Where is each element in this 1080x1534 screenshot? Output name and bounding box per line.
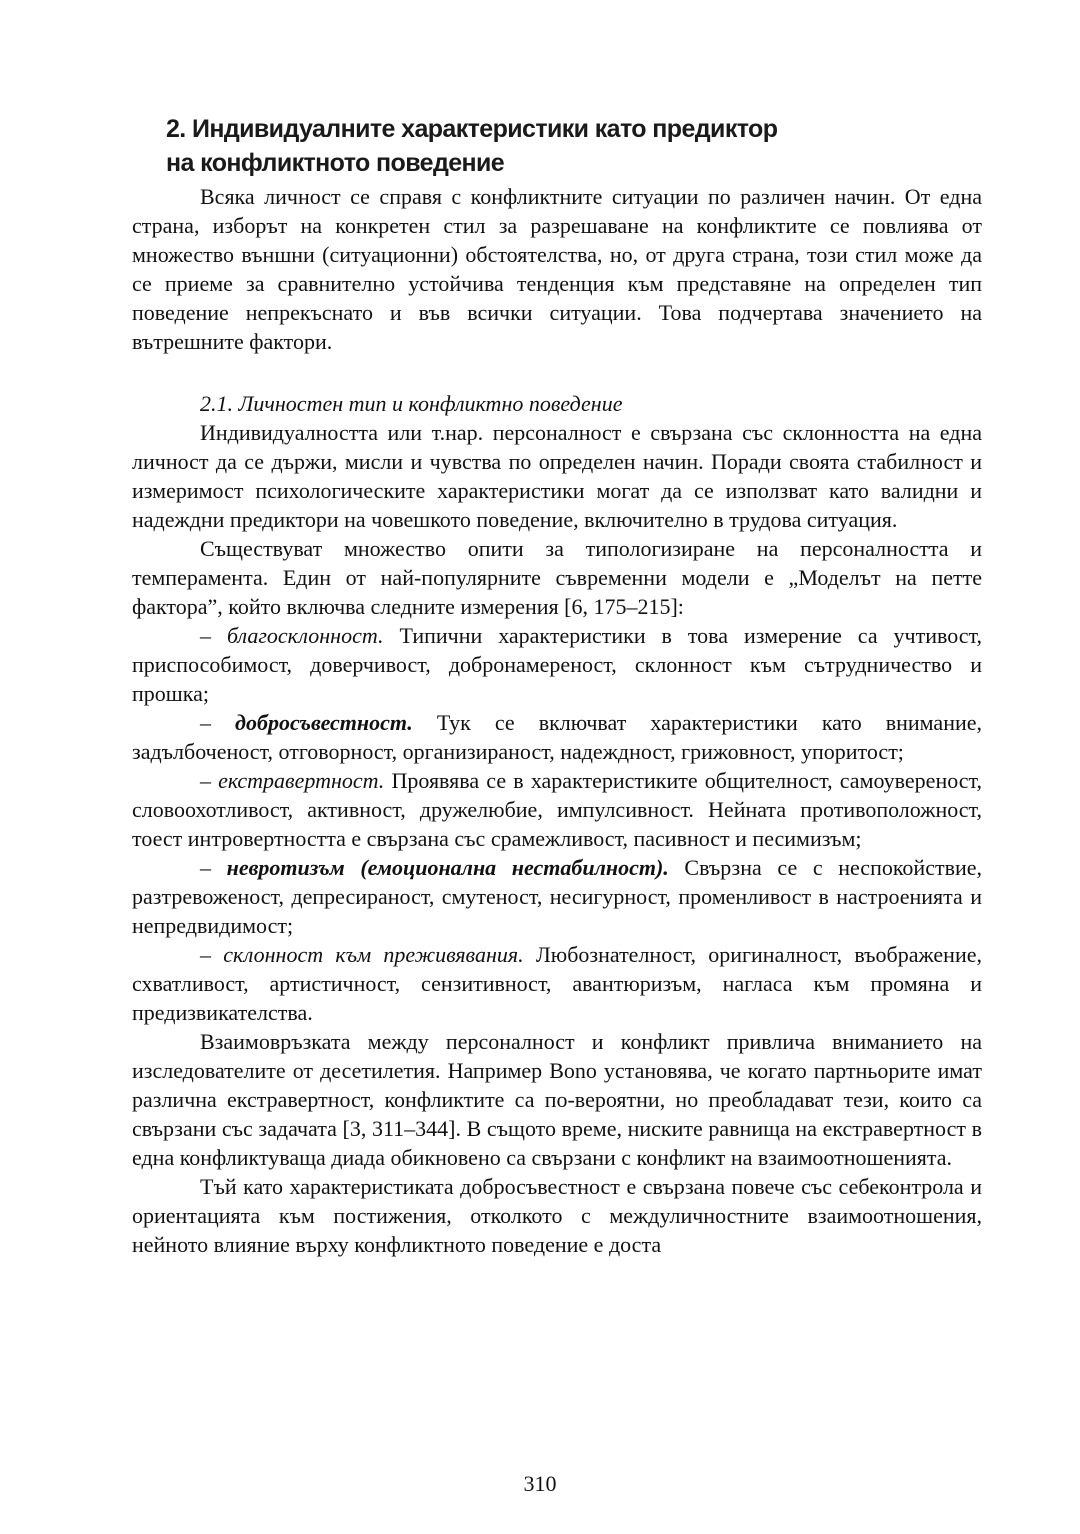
paragraph-personality: Индивидуалността или т.нар. персоналност е свързана със склонността на една личност да се държи, мисли и чувства по определен начин. Поради своята стабилност и измеримост психологическите характеристики могат да се използват като валидни и надеждни предиктори на човешкото поведение, включително в трудова ситуация. [132, 420, 982, 532]
section-heading-line-1: 2. Индивидуалните характеристики като предиктор [166, 115, 778, 143]
paragraph-five-factor: Съществуват множество опити за типологизиране на персоналността и темперамента. Един от най-популярните съвременни модели е „Моделът на петте фактора”, който включва следните измерения [6, 175–215]: [132, 536, 982, 619]
trait-term: склонност към преживявания. [223, 942, 524, 967]
trait-term: невротизъм (емоционална нестабилност). [226, 855, 669, 880]
trait-item-agreeableness [132, 621, 982, 708]
trait-dash: – [200, 768, 219, 793]
section-heading-line-2: на конфликтното поведение [166, 149, 505, 177]
trait-term: благосклонност. [226, 623, 384, 648]
trait-dash: – [200, 855, 227, 880]
trait-description: Типични характеристики в това измерение са учтивост, приспособимост, доверчивост, добронамереност, склонност към сътрудничество и прошка; [132, 623, 982, 706]
trait-description: Свързна се с неспокойствие, разтревоженост, депресираност, смутеност, несигурност, променливост в настроенията и непредвидимост; [132, 855, 982, 938]
trait-item-openness [132, 940, 982, 1027]
subsection-heading: 2.1. Личностен тип и конфликтно поведение [200, 391, 623, 416]
trait-item-conscientiousness [132, 708, 982, 766]
trait-dash: – [200, 942, 224, 967]
trait-item-extraversion [132, 766, 982, 853]
trait-item-neuroticism [132, 853, 982, 940]
trait-description: Любознателност, оригиналност, въображение, схватливост, артистичност, сензитивност, авантюризъм, нагласа към промяна и предизвикателства. [132, 942, 982, 1025]
trait-dash: – [200, 623, 227, 648]
paragraph-personality-conflict: Взаимовръзката между персоналност и конфликт привлича вниманието на изследователите от десетилетия. Например Bono установява, че когато партньорите имат различна екстравертност, конфликтите са по-вероятни, но преобладават тези, които са свързани със задачата [3, 311–344]. В същото време, ниските равнища на екстравертност в една конфликтуваща диада обикновено са свързани с конфликт на взаимоотношенията. [132, 1029, 982, 1170]
page-content [132, 112, 982, 1259]
trait-description: Проявява се в характеристиките общителност, самоувереност, словоохотливост, активност, дружелюбие, импулсивност. Нейната противоположност, тоест интровертността е свързана със срамежливост, пасивност и песимизъм; [132, 768, 982, 851]
trait-term: добросъвестност. [235, 710, 413, 735]
paragraph-intro: Всяка личност се справя с конфликтните ситуации по различен начин. От една страна, изборът на конкретен стил за разрешаване на конфликтите се повлиява от множество външни (ситуационни) обстоятелства, но, от друга страна, този стил може да се приеме за сравнително устойчива тенденция към представяне на определен тип поведение непрекъснато и във всички ситуации. Това подчертава значението на вътрешните фактори. [132, 184, 982, 354]
section-heading [166, 112, 982, 180]
trait-description: Тук се включват характеристики като внимание, задълбоченост, отговорност, организираност, надеждност, грижовност, упоритост; [132, 710, 983, 764]
trait-dash: – [200, 710, 236, 735]
trait-term: екстравертност. [218, 768, 385, 793]
paragraph-conscientiousness-influence: Тъй като характеристиката добросъвестност е свързана повече със себеконтрола и ориентацията към постижения, отколкото с междуличностните взаимоотношения, нейното влияние върху конфликтното поведение е доста [132, 1174, 982, 1257]
page-number: 310 [523, 1471, 557, 1496]
